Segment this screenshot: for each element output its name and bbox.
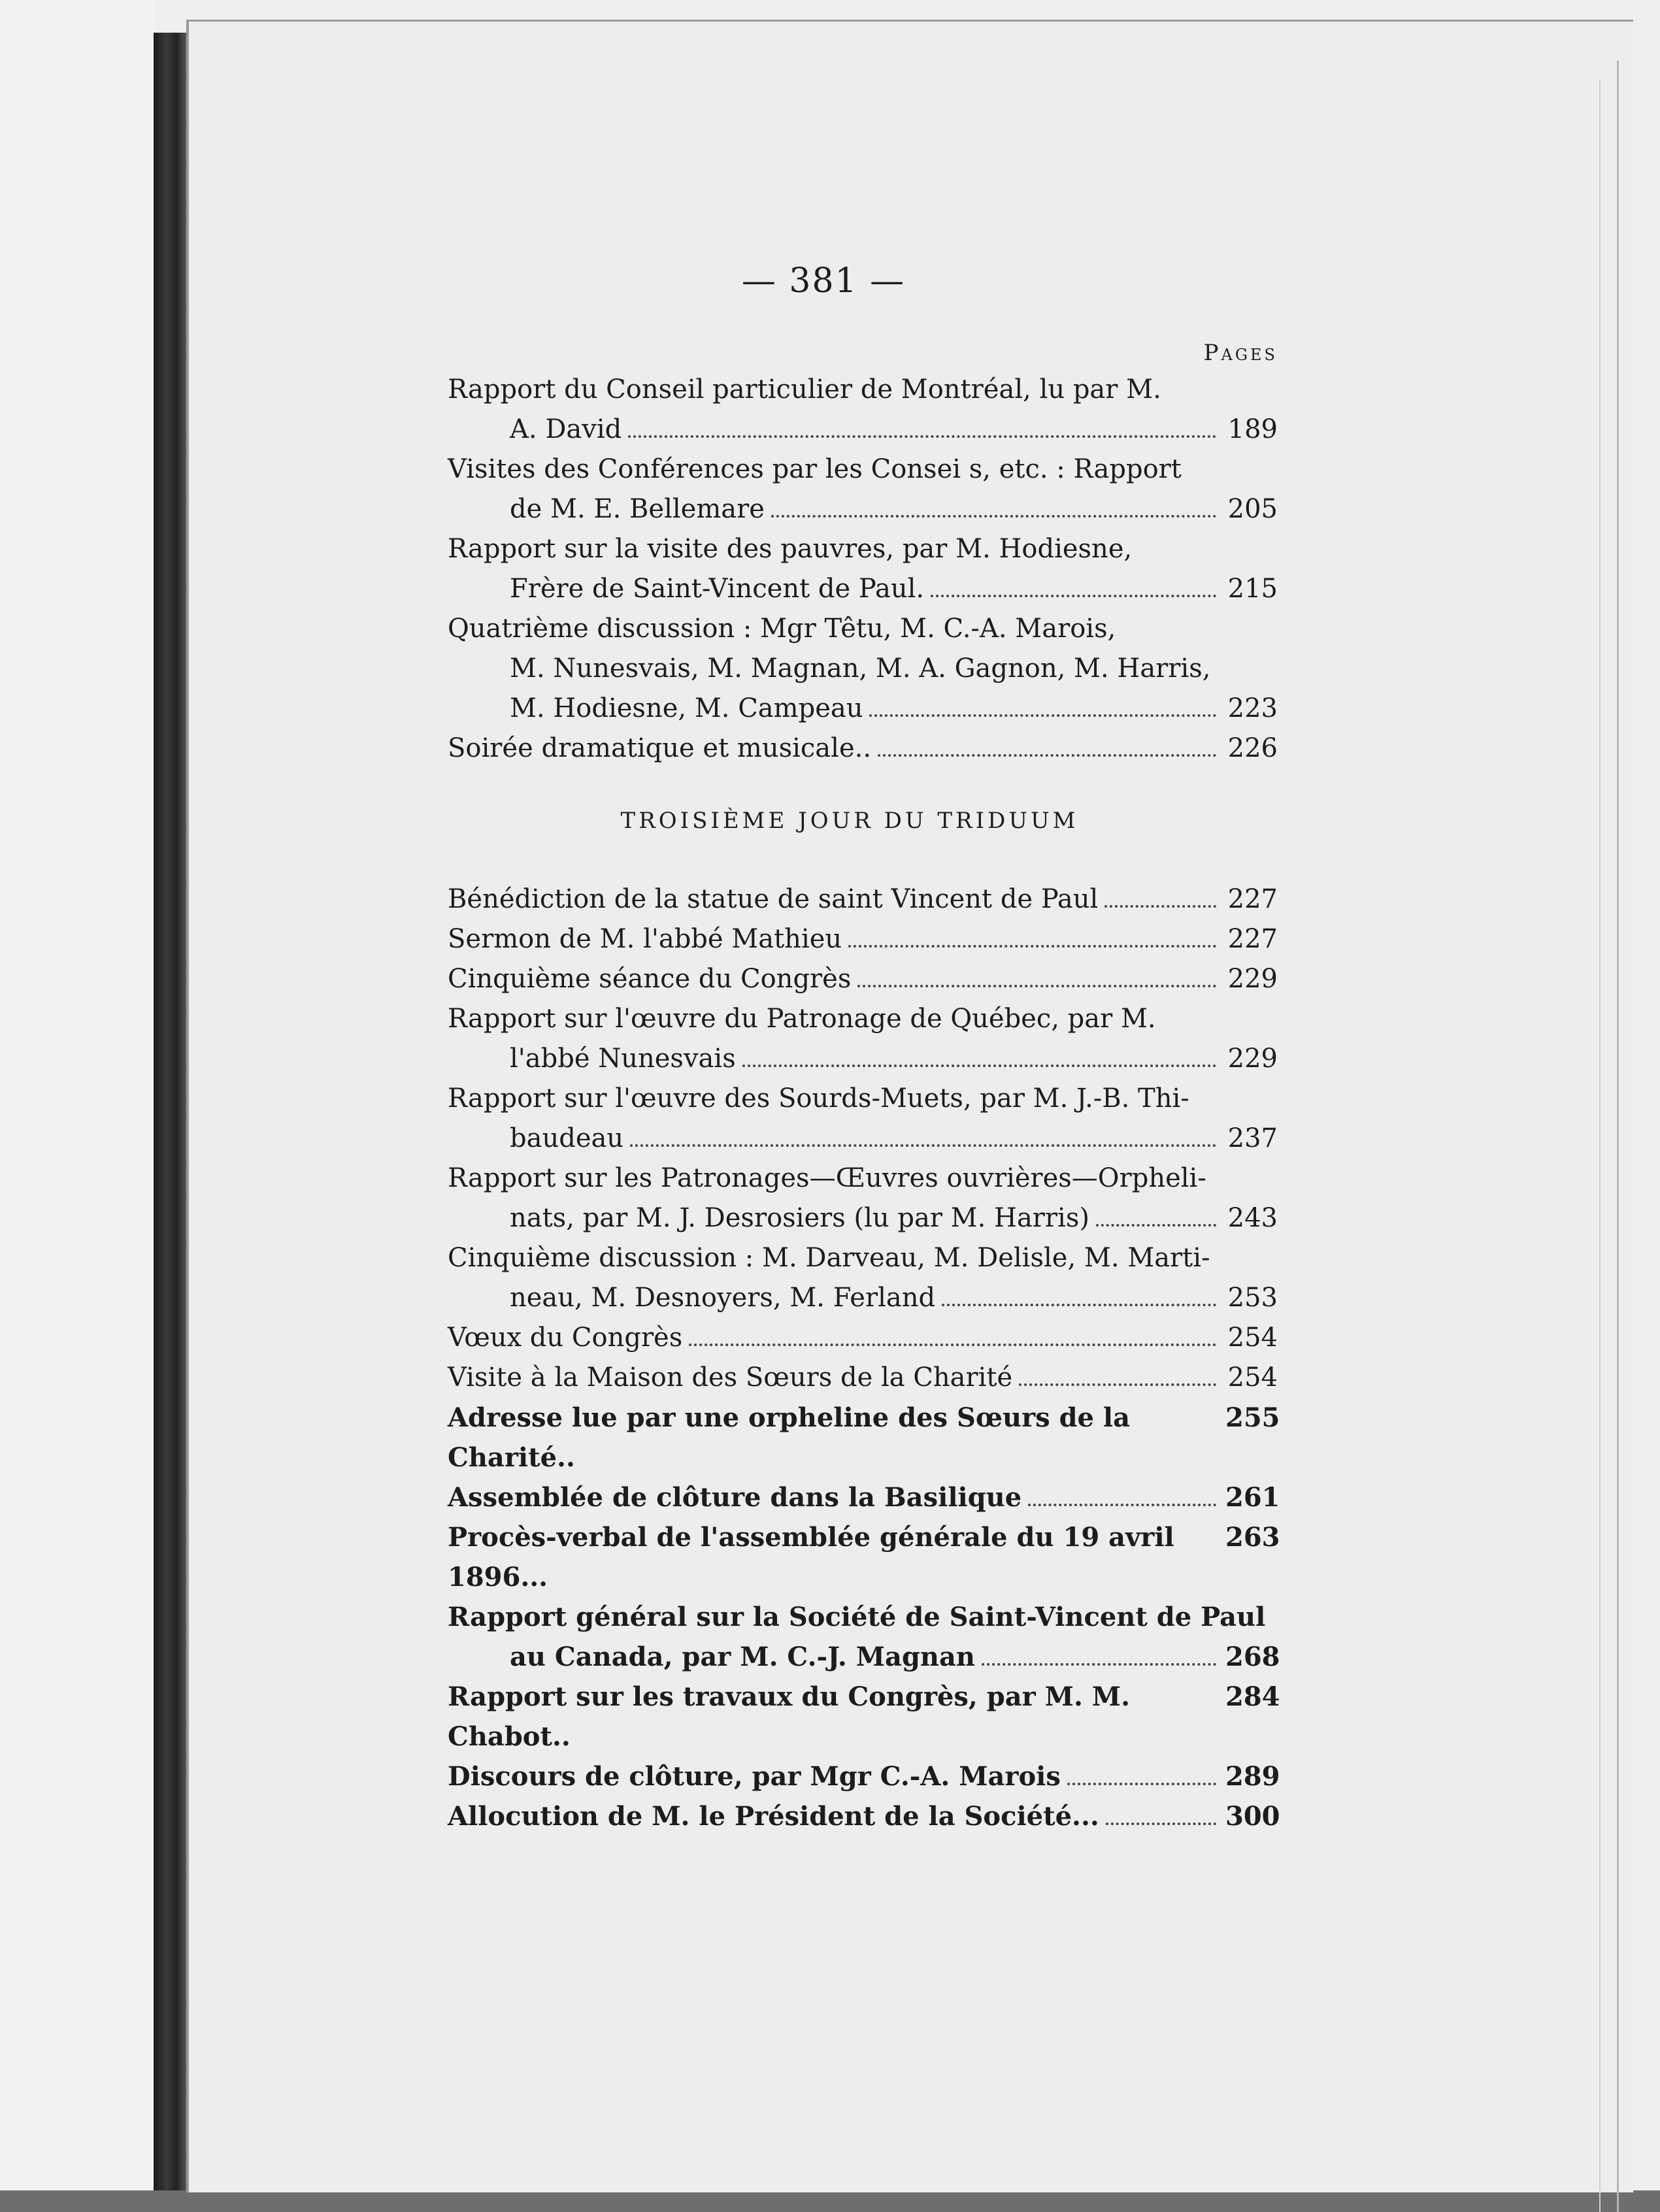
toc-entry-last-line bbox=[448, 1796, 1278, 1836]
toc-entry-page: 255 bbox=[1225, 1402, 1280, 1433]
toc-entry bbox=[448, 1079, 1278, 1159]
toc-entry-last-line bbox=[448, 1358, 1278, 1398]
dot-leader bbox=[1019, 1383, 1216, 1386]
toc-entry-page: 254 bbox=[1227, 1362, 1278, 1393]
dot-leader bbox=[689, 1344, 1216, 1346]
toc-entry-title: neau, M. Desnoyers, M. Ferland bbox=[510, 1283, 936, 1313]
facing-page-edge bbox=[0, 0, 154, 2190]
toc-entry bbox=[448, 450, 1278, 529]
dot-leader bbox=[982, 1663, 1216, 1666]
toc-entry-last-line bbox=[448, 729, 1278, 768]
toc-entry-last-line bbox=[448, 1398, 1278, 1477]
toc-section-before bbox=[448, 370, 1278, 768]
toc-entry-title: Allocution de M. le Président de la Société... bbox=[448, 1801, 1099, 1832]
toc-entry bbox=[448, 919, 1278, 959]
toc-entry-title: Procès-verbal de l'assemblée générale du 19 avril 1896... bbox=[448, 1522, 1174, 1593]
dot-leader bbox=[869, 714, 1216, 717]
toc-entry bbox=[448, 1597, 1278, 1677]
dot-leader bbox=[1106, 1823, 1216, 1825]
toc-entry-page: 227 bbox=[1227, 924, 1278, 954]
toc-entry bbox=[448, 1398, 1278, 1477]
toc-entry-last-line bbox=[448, 880, 1278, 919]
toc-entry-last-line bbox=[448, 919, 1278, 959]
toc-entry bbox=[448, 370, 1278, 450]
dot-leader bbox=[931, 595, 1216, 597]
toc-entry-title: A. David bbox=[510, 414, 622, 444]
toc-entry-title: baudeau bbox=[510, 1123, 624, 1153]
pages-column-label: Pages bbox=[1203, 340, 1278, 366]
toc-entry-last-line bbox=[448, 1318, 1278, 1358]
toc-entry bbox=[448, 1517, 1278, 1597]
dot-leader bbox=[771, 515, 1216, 518]
toc-entry-page: 263 bbox=[1225, 1522, 1280, 1553]
toc-entry-title: Vœux du Congrès bbox=[448, 1323, 683, 1353]
toc-entry-title: Bénédiction de la statue de saint Vincent de Paul bbox=[448, 884, 1099, 914]
toc-entry bbox=[448, 529, 1278, 609]
toc-entry-title: Cinquième séance du Congrès bbox=[448, 964, 852, 994]
toc-entry-last-line bbox=[448, 1637, 1278, 1677]
toc-entry bbox=[448, 1796, 1278, 1836]
page-edge bbox=[1599, 80, 1601, 2212]
toc-entry-title: M. Hodiesne, M. Campeau bbox=[510, 693, 863, 723]
table-of-contents bbox=[448, 261, 1278, 1836]
toc-entry-page: 229 bbox=[1227, 964, 1278, 994]
dot-leader bbox=[628, 435, 1216, 438]
section-heading: TROISIÈME JOUR DU TRIDUUM bbox=[620, 808, 1079, 834]
page-number: — 381 — bbox=[741, 261, 906, 301]
dot-leader bbox=[630, 1144, 1216, 1147]
dot-leader bbox=[1104, 905, 1216, 908]
toc-entry-page: 289 bbox=[1225, 1761, 1280, 1792]
toc-entry-page: 237 bbox=[1227, 1123, 1278, 1153]
toc-entry-last-line bbox=[448, 410, 1278, 450]
toc-entry-page: 215 bbox=[1227, 574, 1278, 604]
toc-entry bbox=[448, 959, 1278, 999]
toc-entry-line: Rapport sur les Patronages—Œuvres ouvrières—Orpheli- bbox=[448, 1163, 1206, 1193]
toc-entry-page: 189 bbox=[1227, 414, 1278, 444]
toc-entry-line: Visites des Conférences par les Consei s, etc. : Rapport bbox=[448, 454, 1182, 484]
toc-entry-last-line bbox=[448, 1039, 1278, 1079]
dot-leader bbox=[857, 985, 1216, 987]
dot-leader bbox=[1096, 1224, 1216, 1227]
toc-entry-last-line bbox=[448, 1278, 1278, 1318]
toc-entry-page: 268 bbox=[1225, 1642, 1280, 1672]
toc-entry-last-line bbox=[448, 1119, 1278, 1159]
toc-entry bbox=[448, 1159, 1278, 1238]
toc-entry-page: 227 bbox=[1227, 884, 1278, 914]
toc-entry bbox=[448, 729, 1278, 768]
toc-entry-title: Assemblée de clôture dans la Basilique bbox=[448, 1482, 1022, 1513]
toc-entry-line: Rapport du Conseil particulier de Montréal, lu par M. bbox=[448, 374, 1161, 404]
toc-entry-last-line bbox=[448, 689, 1278, 729]
toc-entry-last-line bbox=[448, 1757, 1278, 1796]
toc-entry-page: 254 bbox=[1227, 1323, 1278, 1353]
toc-entry-page: 223 bbox=[1227, 693, 1278, 723]
toc-entry-last-line bbox=[448, 489, 1278, 529]
toc-entry bbox=[448, 1358, 1278, 1398]
toc-entry-line: M. Nunesvais, M. Magnan, M. A. Gagnon, M. Harris, bbox=[510, 653, 1211, 684]
toc-entry bbox=[448, 1477, 1278, 1517]
dot-leader bbox=[1028, 1504, 1216, 1506]
toc-entry-page: 226 bbox=[1227, 733, 1278, 763]
toc-entry-title: au Canada, par M. C.-J. Magnan bbox=[510, 1642, 976, 1672]
toc-entry-line: Rapport général sur la Société de Saint-Vincent de Paul bbox=[448, 1602, 1266, 1632]
toc-entry-title: Soirée dramatique et musicale.. bbox=[448, 733, 872, 763]
toc-entry-title: Sermon de M. l'abbé Mathieu bbox=[448, 924, 842, 954]
toc-entry-line: Cinquième discussion : M. Darveau, M. Delisle, M. Marti- bbox=[448, 1243, 1210, 1273]
toc-entry-line: Rapport sur l'œuvre du Patronage de Québec, par M. bbox=[448, 1004, 1156, 1034]
toc-entry-page: 229 bbox=[1227, 1044, 1278, 1074]
toc-entry-title: Rapport sur les travaux du Congrès, par M. M. Chabot.. bbox=[448, 1681, 1131, 1752]
toc-entry bbox=[448, 609, 1278, 729]
toc-entry-last-line bbox=[448, 1477, 1278, 1517]
toc-entry-title: nats, par M. J. Desrosiers (lu par M. Harris) bbox=[510, 1203, 1089, 1233]
dot-leader bbox=[878, 754, 1216, 757]
dot-leader bbox=[848, 945, 1216, 948]
dot-leader bbox=[1067, 1783, 1216, 1785]
toc-entry-line: Quatrième discussion : Mgr Têtu, M. C.-A. Marois, bbox=[448, 614, 1116, 644]
dot-leader bbox=[942, 1304, 1216, 1306]
page-edge bbox=[1617, 61, 1619, 2212]
toc-entry-last-line bbox=[448, 959, 1278, 999]
toc-entry bbox=[448, 1318, 1278, 1358]
toc-entry-page: 253 bbox=[1227, 1283, 1278, 1313]
toc-entry-last-line bbox=[448, 1677, 1278, 1757]
toc-entry-page: 284 bbox=[1225, 1681, 1280, 1712]
toc-entry bbox=[448, 999, 1278, 1079]
toc-entry-line: Rapport sur l'œuvre des Sourds-Muets, par M. J.-B. Thi- bbox=[448, 1083, 1189, 1114]
toc-entry-title: de M. E. Bellemare bbox=[510, 494, 765, 524]
toc-entry-title: Adresse lue par une orpheline des Sœurs de la Charité.. bbox=[448, 1402, 1131, 1473]
toc-entry-title: Visite à la Maison des Sœurs de la Charité bbox=[448, 1362, 1013, 1393]
dot-leader bbox=[742, 1065, 1216, 1067]
toc-entry bbox=[448, 1757, 1278, 1796]
toc-entry-last-line bbox=[448, 1198, 1278, 1238]
toc-entry-line: Rapport sur la visite des pauvres, par M. Hodiesne, bbox=[448, 534, 1133, 564]
toc-entry bbox=[448, 1238, 1278, 1318]
toc-entry-title: Frère de Saint-Vincent de Paul. bbox=[510, 574, 925, 604]
toc-entry-page: 261 bbox=[1225, 1482, 1280, 1513]
book-spine bbox=[154, 33, 186, 2190]
toc-entry-title: Discours de clôture, par Mgr C.-A. Marois bbox=[448, 1761, 1061, 1792]
toc-entry-last-line bbox=[448, 1517, 1278, 1597]
toc-entry bbox=[448, 1677, 1278, 1757]
toc-entry-title: l'abbé Nunesvais bbox=[510, 1044, 736, 1074]
toc-entry-last-line bbox=[448, 569, 1278, 609]
toc-entry-page: 205 bbox=[1227, 494, 1278, 524]
toc-section-after bbox=[448, 880, 1278, 1836]
toc-entry-page: 300 bbox=[1225, 1801, 1280, 1832]
toc-entry bbox=[448, 880, 1278, 919]
toc-entry-page: 243 bbox=[1227, 1203, 1278, 1233]
